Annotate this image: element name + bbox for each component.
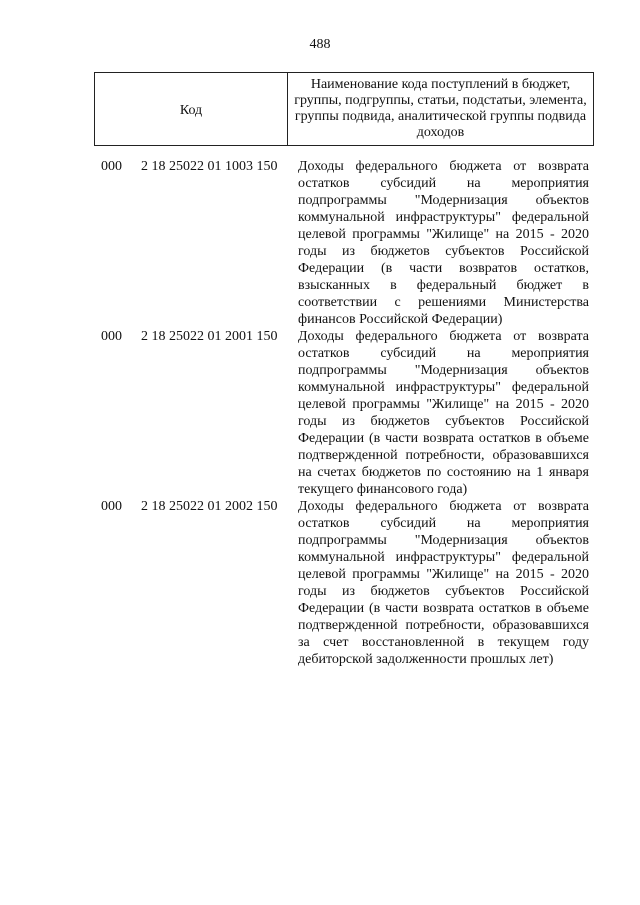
income-code-list: [0, 158, 640, 668]
header-name-cell: Наименование кода поступлений в бюджет, группы, подгруппы, статьи, подстатьи, элемента, группы подвида, аналитической группы подвида доходов: [294, 77, 587, 140]
income-code: 2 18 25022 01 2002 150: [141, 499, 278, 514]
header-code-cell: Код: [95, 73, 288, 145]
income-description: Доходы федерального бюджета от возврата остатков субсидий на мероприятия подпрограммы "Модернизация объектов коммунальной инфраструктуры" федеральной целевой программы "Жилище" на 2015 - 2020 годы из бюджетов субъектов Российской Федерации (в части возврата остатков в объеме подтвержденной потребности, образовавшихся за счет восстановленной в текущем году дебиторской задолженности прошлых лет): [298, 499, 589, 667]
admin-code: 000: [101, 499, 122, 514]
income-code: 2 18 25022 01 1003 150: [141, 159, 278, 174]
income-code: 2 18 25022 01 2001 150: [141, 329, 278, 344]
income-description: Доходы федерального бюджета от возврата остатков субсидий на мероприятия подпрограммы "Модернизация объектов коммунальной инфраструктуры" федеральной целевой программы "Жилище" на 2015 - 2020 годы из бюджетов субъектов Российской Федерации (в части возврата остатков в объеме подтвержденной потребности, образовавшихся на счетах бюджетов по состоянию на 1 января текущего финансового года): [298, 329, 589, 497]
admin-code: 000: [101, 159, 122, 174]
table-row: [0, 498, 640, 668]
table-row: [0, 158, 640, 328]
page-number: 488: [309, 37, 331, 52]
income-description: Доходы федерального бюджета от возврата остатков субсидий на мероприятия подпрограммы "Модернизация объектов коммунальной инфраструктуры" федеральной целевой программы "Жилище" на 2015 - 2020 годы из бюджетов субъектов Российской Федерации (в части возвратов остатков, взысканных в федеральный бюджет в соответствии с решениями Министерства финансов Российской Федерации): [298, 159, 589, 327]
admin-code: 000: [101, 329, 122, 344]
table-header: [94, 72, 594, 146]
table-row: [0, 328, 640, 498]
